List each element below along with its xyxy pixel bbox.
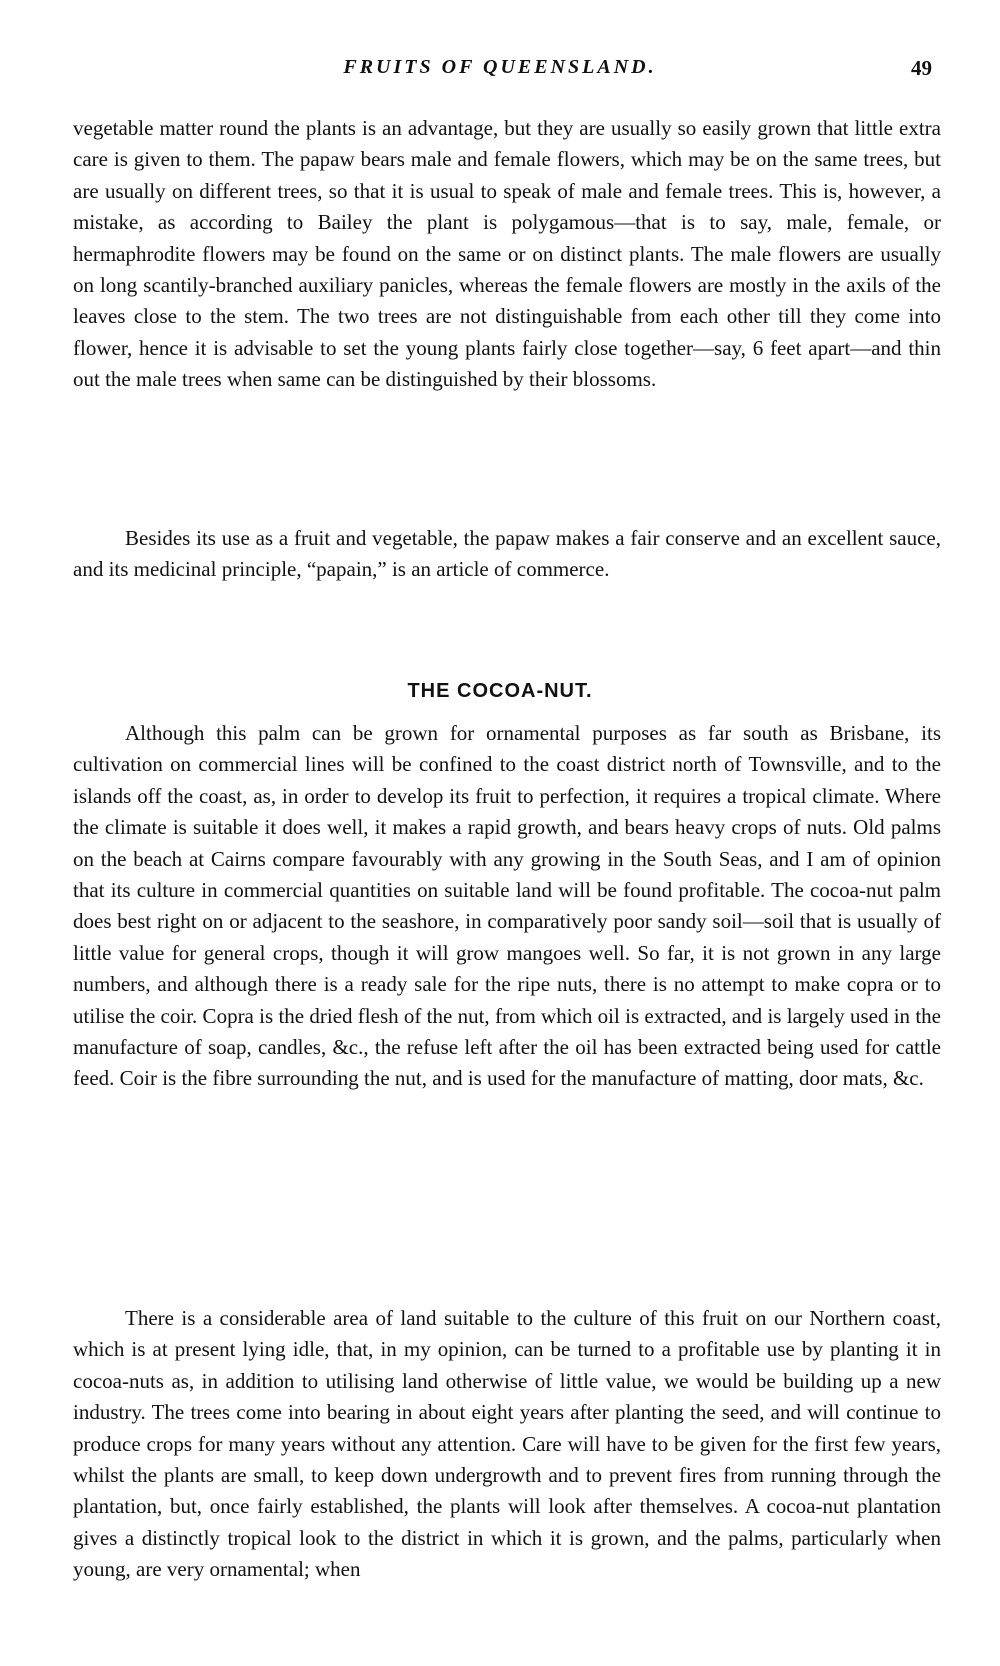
- section-heading: THE COCOA-NUT.: [407, 680, 593, 702]
- paragraph-papaw-uses: Besides its use as a fruit and vegetable, the papaw makes a fair conserve and an excellent sauce, and its medicinal principle, “papain,” is an article of commerce.: [73, 526, 941, 582]
- paragraph-cocoa-nut-cultivation: Although this palm can be grown for ornamental purposes as far south as Brisbane, its cultivation on commercial lines will be confined to the coast district north of Townsville, and to the islands off the coast, as, in order to develop its fruit to perfection, it requires a tropical climate. Where the climate is suitable it does well, it makes a rapid growth, and bears heavy crops of nuts. Old palms on the beach at Cairns compare favourably with any growing in the South Seas, and I am of opinion that its culture in commercial quantities on suitable land will be found profitable. The cocoa-nut palm does best right on or adjacent to the seashore, in comparatively poor sandy soil—soil that is usually of little value for general crops, though it will grow mangoes well. So far, it is not grown in any large numbers, and although there is a ready sale for the ripe nuts, there is no attempt to make copra or to utilise the coir. Copra is the dried flesh of the nut, from which oil is extracted, and is largely used in the manufacture of soap, candles, &c., the refuse left after the oil has been extracted being used for cattle feed. Coir is the fibre surrounding the nut, and is used for the manufacture of matting, door mats, &c.: [73, 721, 941, 1091]
- running-title: FRUITS OF QUEENSLAND.: [343, 56, 657, 78]
- page-number: 49: [911, 56, 932, 80]
- running-head: [0, 56, 1000, 86]
- paragraph-cocoa-nut-land: There is a considerable area of land suitable to the culture of this fruit on our Northern coast, which is at present lying idle, that, in my opinion, can be turned to a profitable use by planting it in cocoa-nuts as, in addition to utilising land otherwise of little value, we would be building up a new industry. The trees come into bearing in about eight years after planting the seed, and will continue to produce crops for many years without any attention. Care will have to be given for the first few years, whilst the plants are small, to keep down undergrowth and to prevent fires from running through the plantation, but, once fairly established, the plants will look after themselves. A cocoa-nut plantation gives a distinctly tropical look to the district in which it is grown, and the palms, particularly when young, are very ornamental; when: [73, 1306, 941, 1582]
- paragraph-papaw-flowers: vegetable matter round the plants is an advantage, but they are usually so easily grown that little extra care is given to them. The papaw bears male and female flowers, which may be on the same trees, but are usually on different trees, so that it is usual to speak of male and female trees. This is, however, a mistake, as according to Bailey the plant is polygamous—that is to say, male, female, or hermaphrodite flowers may be found on the same or on distinct plants. The male flowers are usually on long scantily-branched auxiliary panicles, whereas the female flowers are mostly in the axils of the leaves close to the stem. The two trees are not distinguishable from each other till they come into flower, hence it is advisable to set the young plants fairly close together—say, 6 feet apart—and thin out the male trees when same can be distinguished by their blossoms.: [73, 116, 941, 392]
